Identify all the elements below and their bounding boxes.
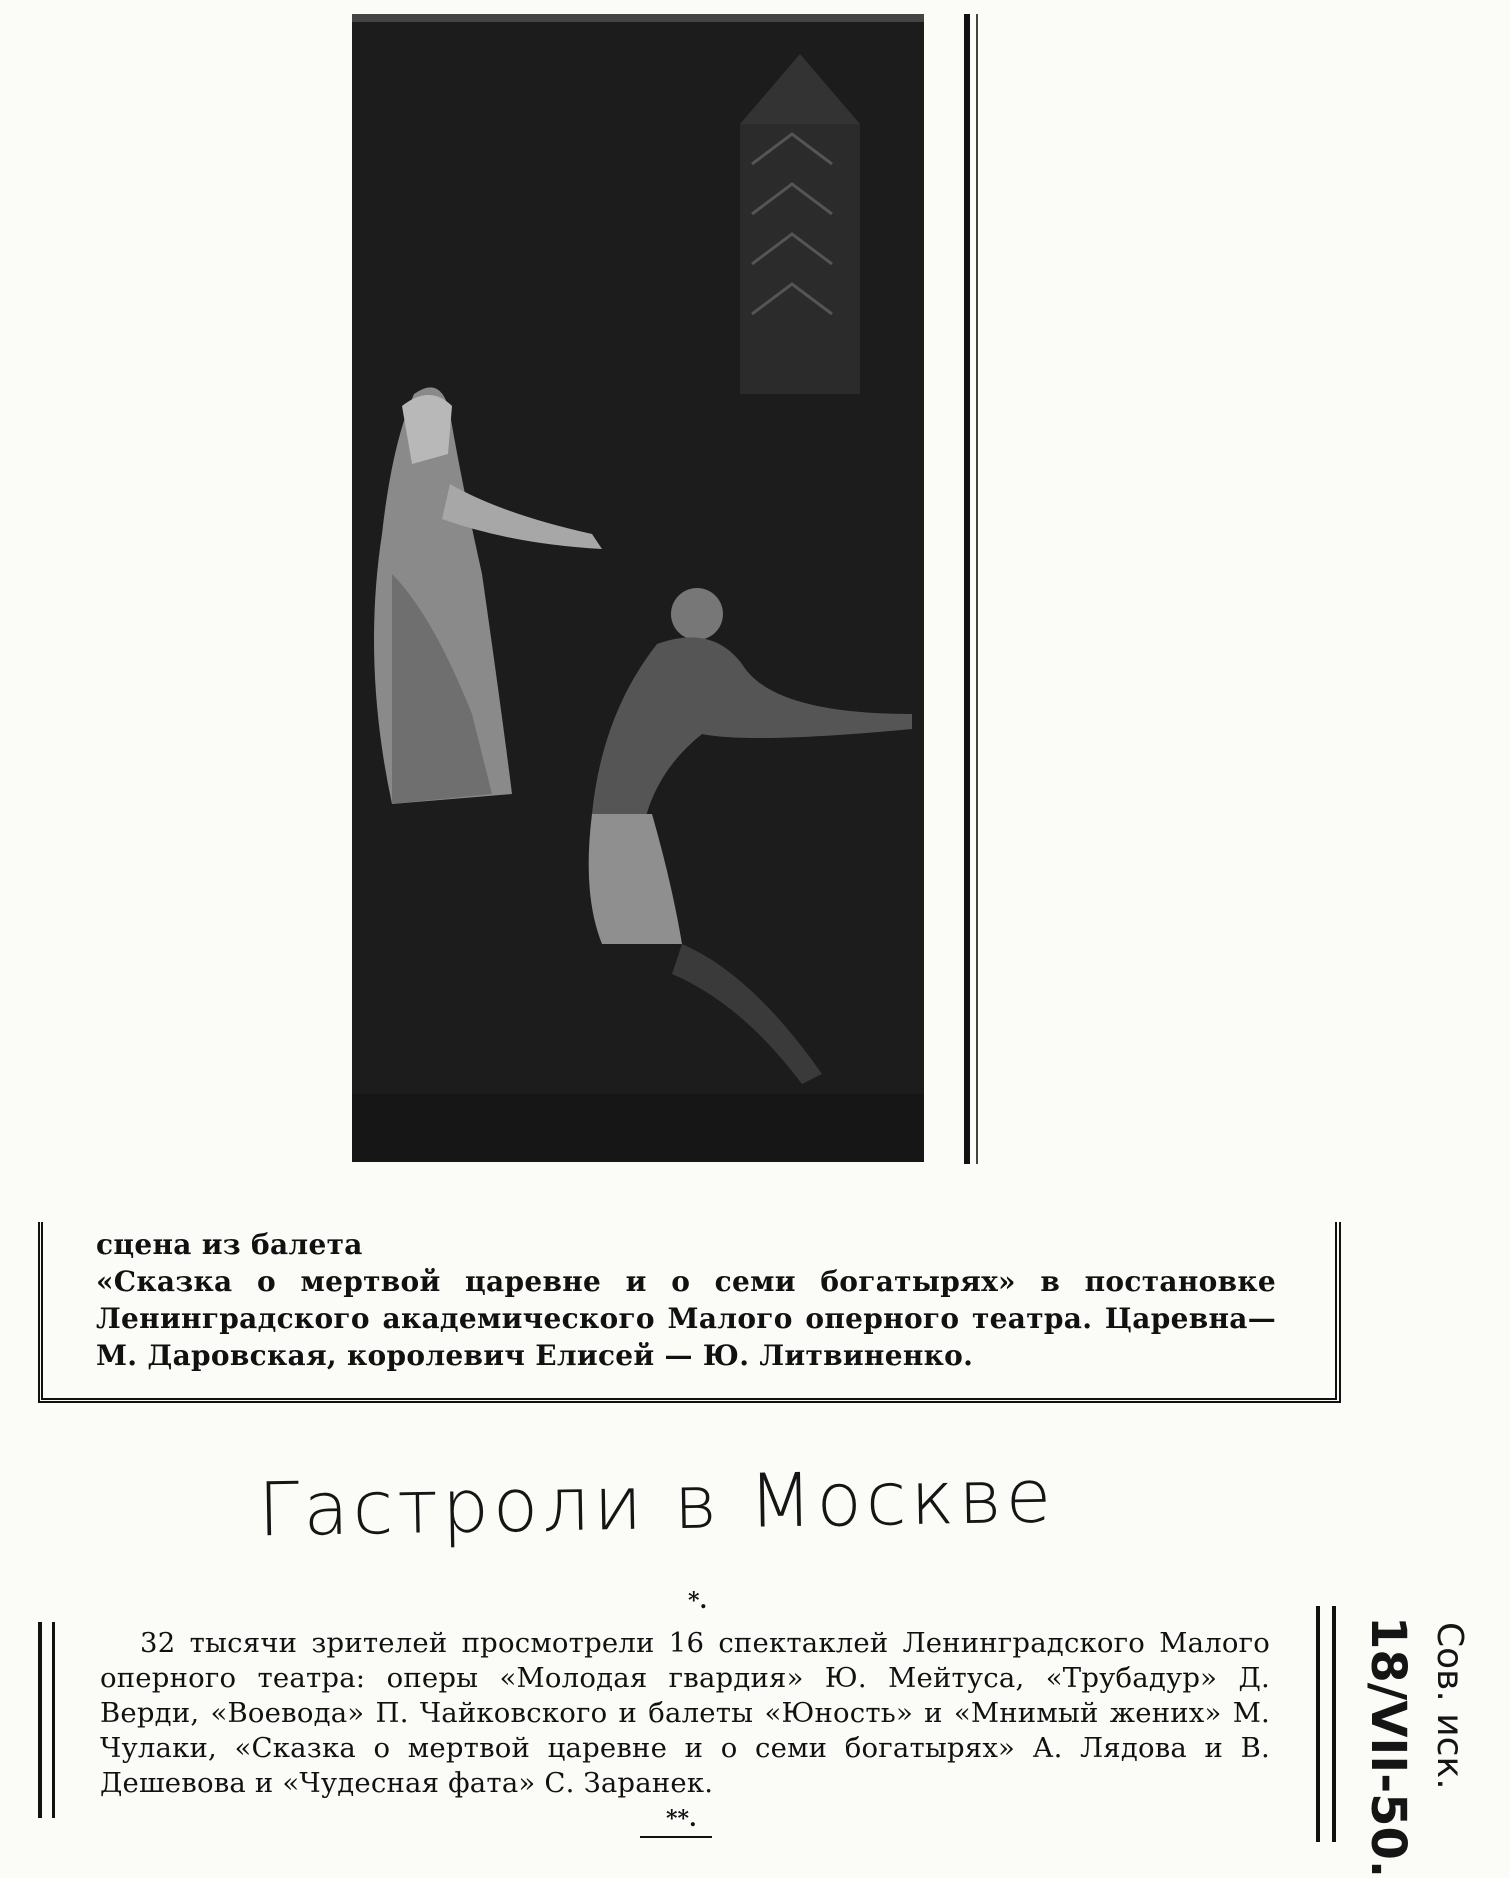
handwritten-headline: Гастроли в Москве	[257, 1453, 1056, 1554]
caption-lead: сцена из балета	[96, 1228, 363, 1261]
photo-caption	[96, 1226, 1276, 1374]
photo-border-rule	[964, 14, 970, 1164]
separator-bottom: **.	[666, 1806, 697, 1832]
handwritten-margin-note	[1348, 1600, 1498, 1878]
photo-border-rule-thin	[976, 14, 978, 1164]
article-frame-right	[1316, 1606, 1336, 1842]
separator-top: *.	[688, 1588, 708, 1614]
article-text: 32 тысячи зрителей просмотрели 16 спектаклей Ленинградского Малого оперного театра: оперы «Молодая гвардия» Ю. Мейтуса, «Трубадур» Д. Верди, «Воевода» П. Чайковского и балеты «Юность» и «Мнимый жених» М. Чулаки, «Сказка о мертвой царевне и о семи богатырях» А. Лядова и В. Дешевова и «Чудесная фата» С. Заранек.	[100, 1627, 1270, 1799]
ballet-scene-photo	[352, 14, 924, 1162]
margin-note-date: 18/VII-50.	[1360, 1616, 1416, 1878]
margin-note-source: Сов. иск.	[1429, 1622, 1470, 1790]
bottom-rule	[640, 1836, 712, 1838]
ballet-scene-image	[352, 14, 924, 1162]
caption-text: «Сказка о мертвой царевне и о семи богатырях» в постановке Ленинградского академического Малого оперного театра. Царевна—М. Даровская, королевич Елисей — Ю. Литвиненко.	[96, 1265, 1276, 1372]
article-frame-left	[38, 1622, 55, 1818]
